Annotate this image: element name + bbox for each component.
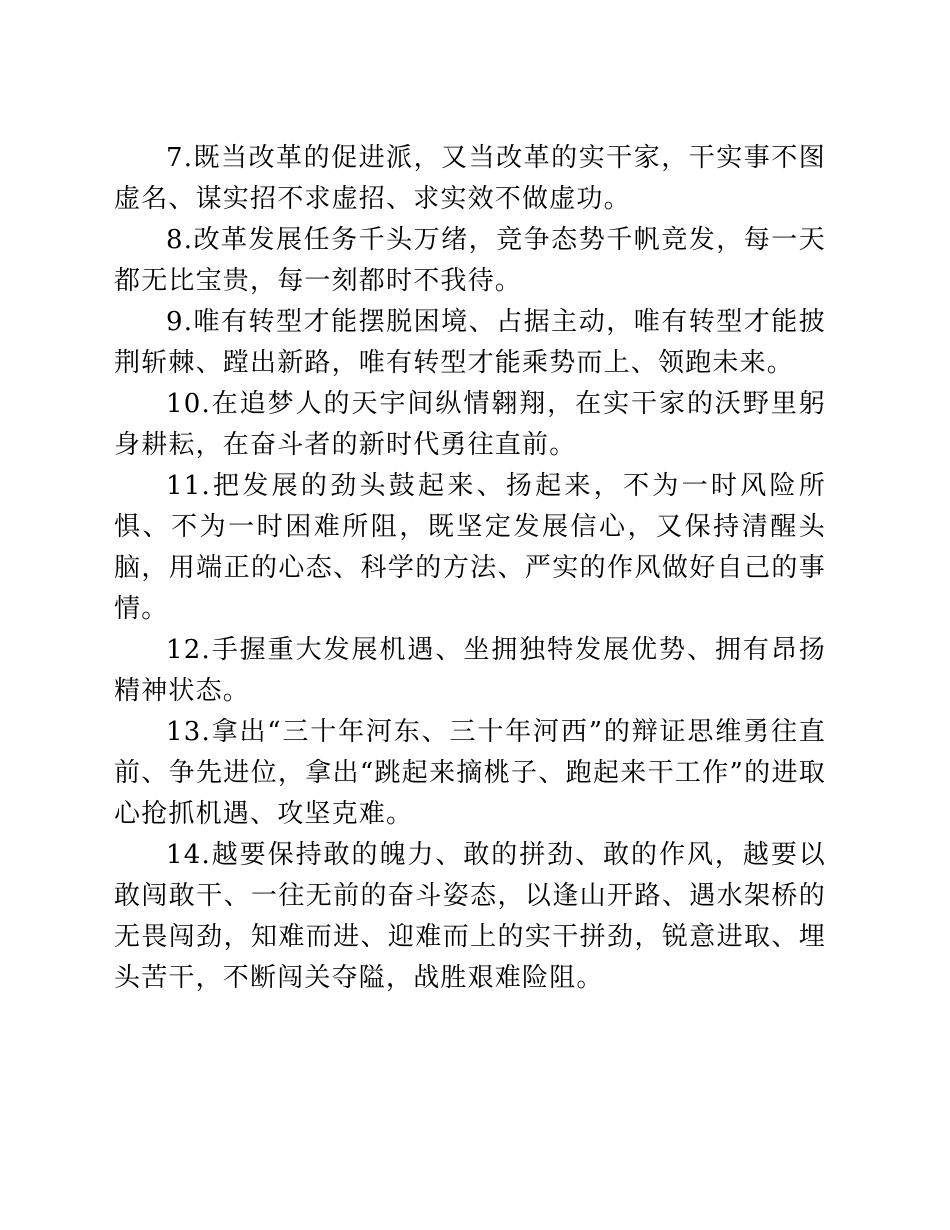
paragraph-13: 13.拿出“三十年河东、三十年河西”的辩证思维勇往直前、争先进位，拿出“跳起来摘桃子、跑起来干工作”的进取心抢抓机遇、攻坚克难。	[114, 717, 826, 829]
paragraph-14: 14.越要保持敢的魄力、敢的拼劲、敢的作风，越要以敢闯敢干、一往无前的奋斗姿态，以逢山开路、遇水架桥的无畏闯劲，知难而进、迎难而上的实干拼劲，锐意进取、埋头苦干，不断闯关夺隘，战胜艰难险阻。	[114, 840, 826, 993]
paragraph-8: 8.改革发展任务千头万绪，竞争态势千帆竞发，每一天都无比宝贵，每一刻都时不我待。	[114, 225, 826, 296]
paragraph-11: 11.把发展的劲头鼓起来、扬起来，不为一时风险所惧、不为一时困难所阻，既坚定发展信心，又保持清醒头脑，用端正的心态、科学的方法、严实的作风做好自己的事情。	[114, 471, 826, 624]
paragraph-12: 12.手握重大发展机遇、坐拥独特发展优势、拥有昂扬精神状态。	[114, 635, 826, 706]
paragraph-7: 7.既当改革的促进派，又当改革的实干家，干实事不图虚名、谋实招不求虚招、求实效不做虚功。	[114, 143, 826, 214]
document-body	[114, 138, 826, 999]
paragraph-10: 10.在追梦人的天宇间纵情翱翔，在实干家的沃野里躬身耕耘，在奋斗者的新时代勇往直前。	[114, 389, 826, 460]
paragraph-9: 9.唯有转型才能摆脱困境、占据主动，唯有转型才能披荆斩棘、蹚出新路，唯有转型才能乘势而上、领跑未来。	[114, 307, 826, 378]
